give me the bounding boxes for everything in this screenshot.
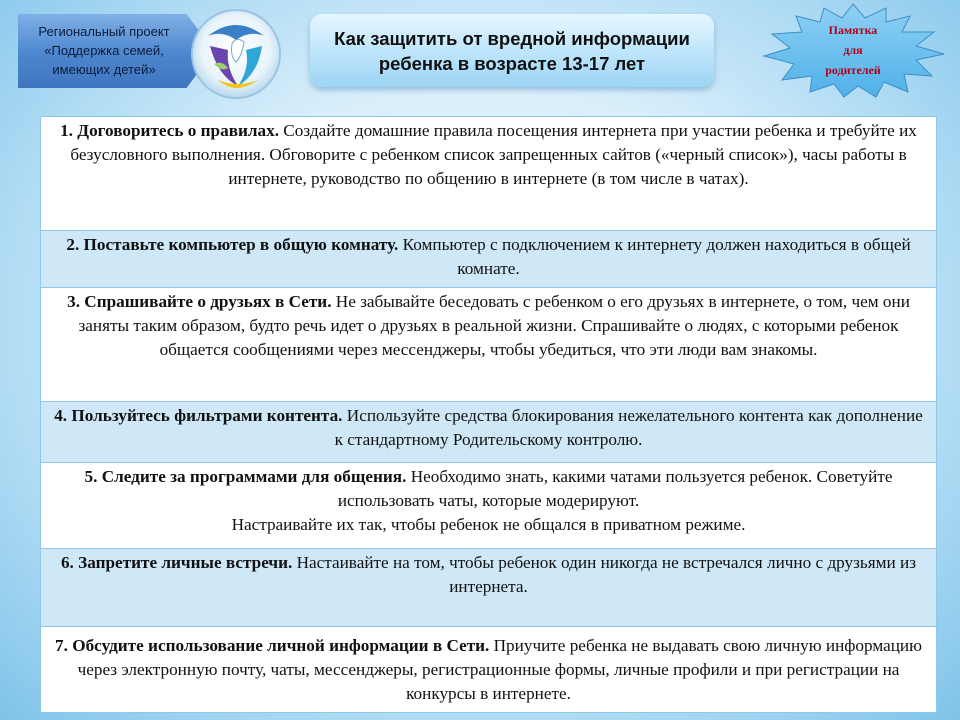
rule-1-heading: 1. Договоритесь о правилах. — [60, 121, 279, 140]
rule-1 — [41, 117, 936, 231]
rules-list — [40, 116, 937, 713]
rule-6-heading: 6. Запретите личные встречи. — [60, 553, 293, 572]
rule-4-heading: 4. Пользуйтесь фильтрами контента. — [54, 406, 343, 425]
rule-7 — [41, 627, 936, 712]
rule-4 — [41, 402, 936, 463]
rule-6-body: Настаивайте на том, чтобы ребенок один никогда не встречался лично с друзьями из интернета. — [292, 553, 917, 596]
page-title-line2: ребенка в возрасте 13-17 лет — [378, 52, 646, 74]
badge-label-line2: для — [843, 43, 863, 57]
rule-3-heading: 3. Спрашивайте о друзьях в Сети. — [67, 292, 332, 311]
rule-3 — [41, 288, 936, 402]
rule-2-body: Компьютер с подключением к интернету должен находиться в общей комнате. — [398, 235, 911, 278]
rule-5 — [41, 463, 936, 549]
rule-7-body: Приучите ребенка не выдавать свою личную информацию через электронную почту, чаты, мессенджеры, регистрационные формы, личные профили и при регистрации на конкурсы в интернете. — [77, 636, 922, 703]
badge-label-line1: Памятка — [828, 23, 878, 37]
rule-5-extra: Настраивайте их так, чтобы ребенок не общался в приватном режиме. — [231, 515, 746, 534]
badge-label — [810, 20, 896, 80]
project-logo-icon — [188, 6, 284, 102]
page-title — [334, 26, 690, 76]
rule-7-heading: 7. Обсудите использование личной информации в Сети. — [55, 636, 490, 655]
rule-5-heading: 5. Следите за программами для общения. — [84, 467, 407, 486]
rule-6 — [41, 549, 936, 627]
page-title-box — [310, 14, 714, 87]
project-label — [18, 22, 190, 79]
rule-2 — [41, 231, 936, 288]
rule-1-body: Создайте домашние правила посещения интернета при участии ребенка и требуйте их безусловного выполнения. Обговорите с ребенком список запрещенных сайтов («черный список»), часы работы в интернете, руководство по общению в интернете (в том числе в чатах). — [70, 121, 917, 188]
rule-2-heading: 2. Поставьте компьютер в общую комнату. — [66, 235, 399, 254]
rule-3-body: Не забывайте беседовать с ребенком о его друзьях в интернете, о том, чем они заняты таким образом, будто речь идет о друзьях в реальной жизни. Спрашивайте о людях, с которыми ребенок общается сообщениями через мессенджеры, чтобы убедиться, что эти люди вам знакомы. — [78, 292, 910, 359]
rule-4-body: Используйте средства блокирования нежелательного контента как дополнение к стандартному Родительскому контролю. — [334, 406, 923, 449]
page-title-line1: Как защитить от вредной информации — [334, 27, 690, 49]
project-label-line2: «Поддержка семей, — [44, 43, 164, 58]
rule-5-body: Необходимо знать, какими чатами пользуется ребенок. Советуйте использовать чаты, которые модерируют. — [337, 467, 893, 510]
project-label-line1: Региональный проект — [38, 24, 170, 39]
project-label-line3: имеющих детей» — [52, 62, 156, 77]
badge-label-line3: родителей — [825, 63, 881, 77]
